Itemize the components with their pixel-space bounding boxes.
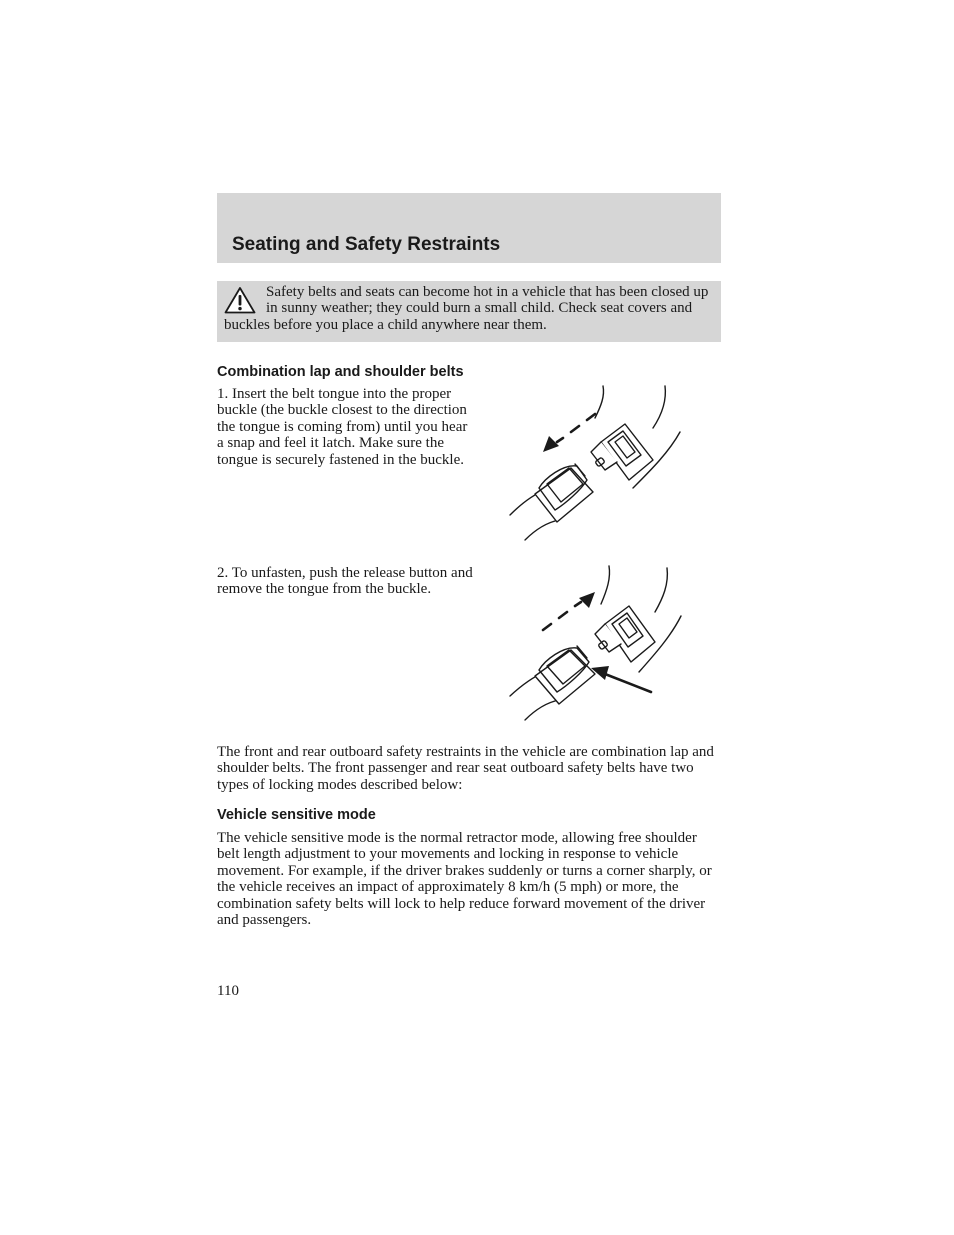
- vehicle-sensitive-mode-paragraph: The vehicle sensitive mode is the normal retractor mode, allowing free shoulder belt length adjustment to your movements and locking in response to vehicle movement. For example, if the driver brakes suddenly or turns a corner sharply, or the vehicle receives an impact of approximately 8 km/h (5 mph) or more, the combination safety belts will lock to help reduce forward movement of the driver and passengers.: [217, 830, 712, 929]
- page-title: Seating and Safety Restraints: [232, 234, 501, 255]
- seatbelt-unfasten-illustration: [505, 560, 690, 725]
- subheading-vehicle-sensitive-mode: Vehicle sensitive mode: [217, 807, 376, 823]
- subheading-combination-belts: Combination lap and shoulder belts: [217, 364, 464, 380]
- warning-box: [217, 281, 721, 342]
- warning-text: Safety belts and seats can become hot in a vehicle that has been closed up in sunny weather; they could burn a small child. Check seat covers and buckles before you place a child anywhere near them.: [224, 284, 709, 333]
- section-header-band: [217, 193, 721, 263]
- warning-text-block: [224, 284, 720, 333]
- seatbelt-fasten-illustration: [505, 380, 690, 545]
- step-1-text: 1. Insert the belt tongue into the proper buckle (the buckle closest to the direction the tongue is coming from) until you hear a snap and feel it latch. Make sure the tongue is securely fastened in the buckle.: [217, 386, 468, 468]
- page-number: 110: [217, 983, 239, 999]
- outboard-restraints-paragraph: The front and rear outboard safety restraints in the vehicle are combination lap and shoulder belts. The front passenger and rear seat outboard safety belts have two types of locking modes described below:: [217, 744, 714, 793]
- step-2-text: 2. To unfasten, push the release button and remove the tongue from the buckle.: [217, 565, 473, 598]
